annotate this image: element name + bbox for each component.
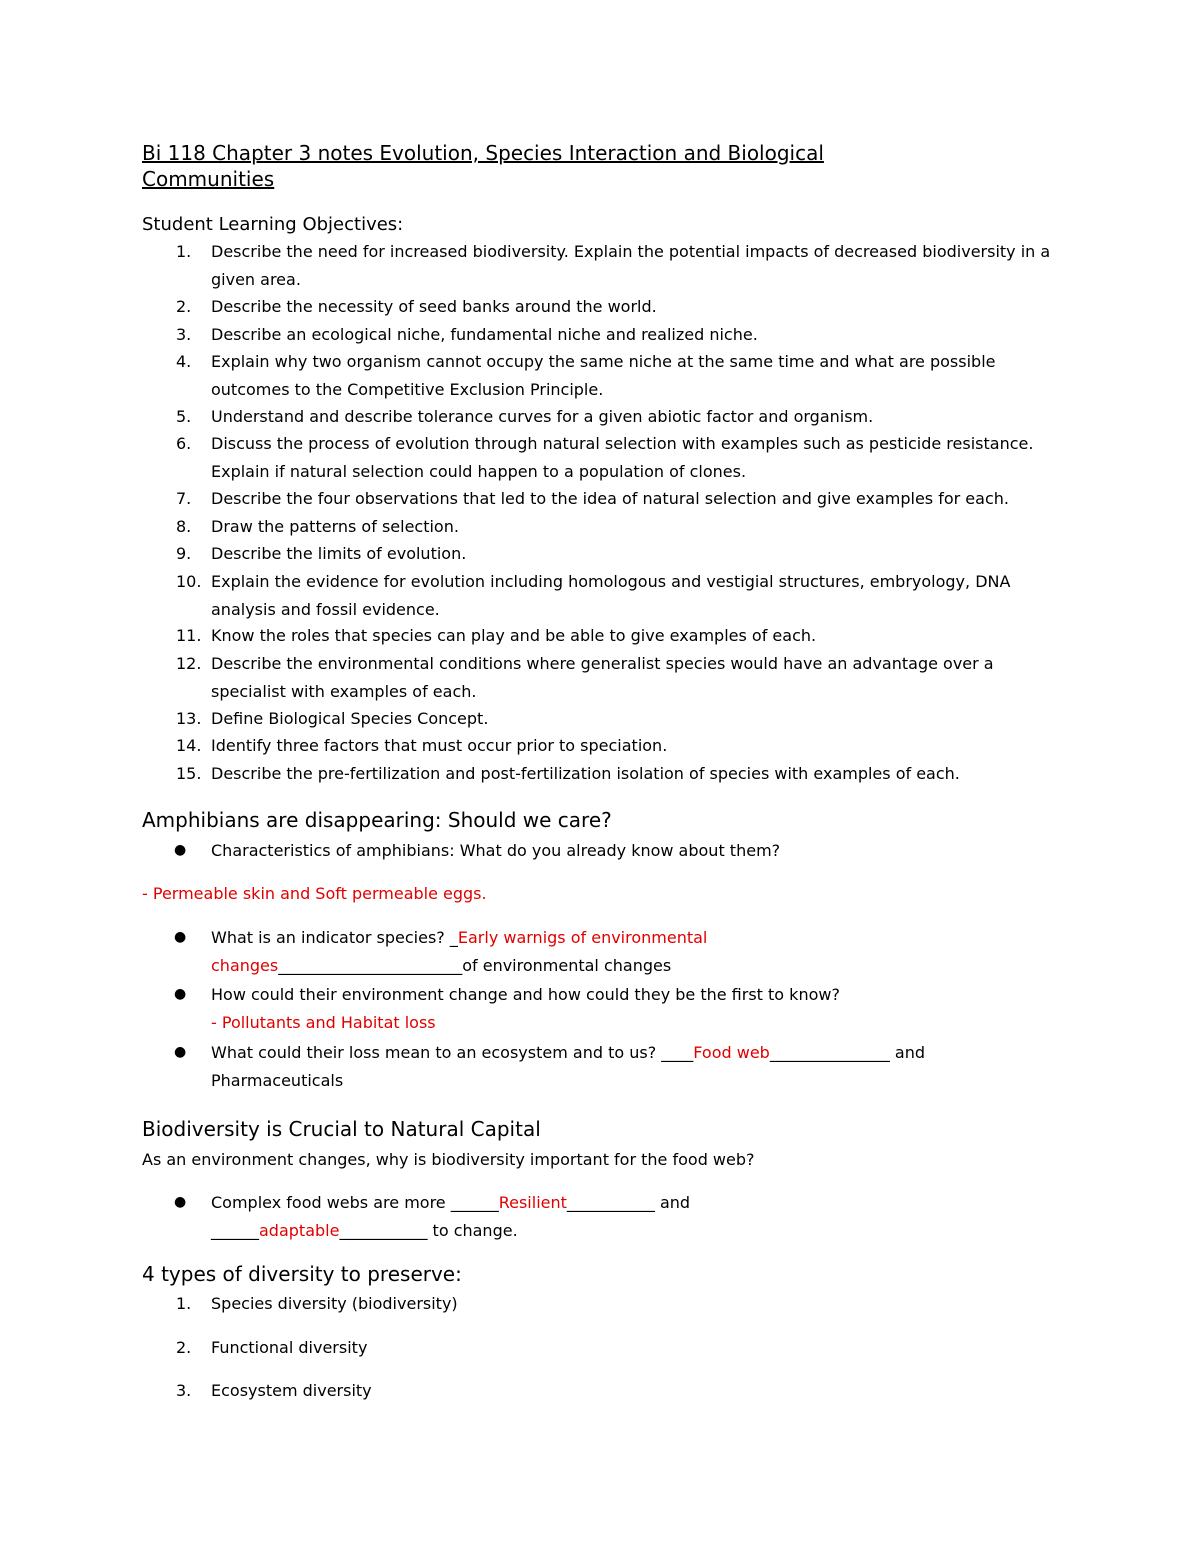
objectives-heading: Student Learning Objectives: <box>142 214 404 235</box>
biodiversity-heading: Biodiversity is Crucial to Natural Capital <box>142 1117 541 1141</box>
list-item: ● Complex food webs are more ______Resilient___________ and ______adaptable___________ to change. <box>142 1189 1062 1245</box>
diversity-heading: 4 types of diversity to preserve: <box>142 1262 462 1286</box>
document-title: Bi 118 Chapter 3 notes Evolution, Species Interaction and Biological Communities <box>142 141 824 191</box>
amphibians-answer-1: - Permeable skin and Soft permeable eggs. <box>142 884 487 903</box>
list-item: ● What is an indicator species? _Early warnigs of environmental changes_______________________of environmental changes <box>142 924 1062 980</box>
list-item: ● What could their loss mean to an ecosystem and to us? ____Food web_______________ and Pharmaceuticals <box>142 1039 1062 1095</box>
bullet-icon: ● <box>174 1194 187 1210</box>
biodiversity-question: As an environment changes, why is biodiversity important for the food web? <box>142 1150 755 1169</box>
bullet-icon: ● <box>174 929 187 945</box>
document-page: Bi 118 Chapter 3 notes Evolution, Species Interaction and Biological Communities Student Learning Objectives: 1. Describe the need for increased biodiversity. Explain the potential impacts of decreased biodiversity in a given area. 2. Describe the necessity of seed banks around the world. 3. Describe an ecological niche, fundamental niche and realized niche. 4. Explain why two organism cannot occupy the same niche at the same time and what are possible outcomes to the Competitive Exclusion Principle. 5. Understand and describe tolerance curves for a given abiotic factor and organism. 6. Discuss the process of evolution through natural selection with examples such as pesticide resistance. Explain if natural selection could happen to a population of clones. 7. Describe the four observations that led to the idea of natural selection and give examples for each. 8. Draw the patterns of selection. 9. Describe the limits of evolution. 10. Explain the evidence for evolution including homologous and vestigial structures, embryology, DNA analysis and fossil evidence. 11. Know the roles that species can play and be able to give examples of each. 12. Describe the environmental conditions where generalist species would have an advantage over a specialist with examples of each. 13. Define Biological Species Concept. 14. Identify three factors that must occur prior to speciation. 15. Describe the pre-fertilization and post-fertilization isolation of species with examples of each. Amphibians are disappearing: Should we care? ● Characteristics of amphibians: What do you already know about them? - Permeable skin and Soft permeable eggs. ● What is an indicator species? _Early warnigs of environmental changes_______________________of environmental changes ● How could their environment change and how could they be the first to know? - Pollutants and Habitat loss ● What could their loss mean to an ecosystem and to us? ____Food web_______________ and Pharmaceuticals Biodiversity is Crucial to Natural Capital As an environment changes, why is biodiversity important for the food web? ● Complex food webs are more ______Resilient___________ and ______adaptable___________ to change. 4 types of diversity to preserve: 1. Species diversity (biodiversity) 2. Functional diversity 3. Ecosystem diversity <box>0 0 1200 1553</box>
amphibians-heading: Amphibians are disappearing: Should we care? <box>142 808 612 832</box>
list-item: ● How could their environment change and how could they be the first to know? - Pollutants and Habitat loss <box>142 981 1062 1037</box>
bullet-icon: ● <box>174 1044 187 1060</box>
bullet-icon: ● <box>174 842 187 858</box>
bullet-icon: ● <box>174 986 187 1002</box>
